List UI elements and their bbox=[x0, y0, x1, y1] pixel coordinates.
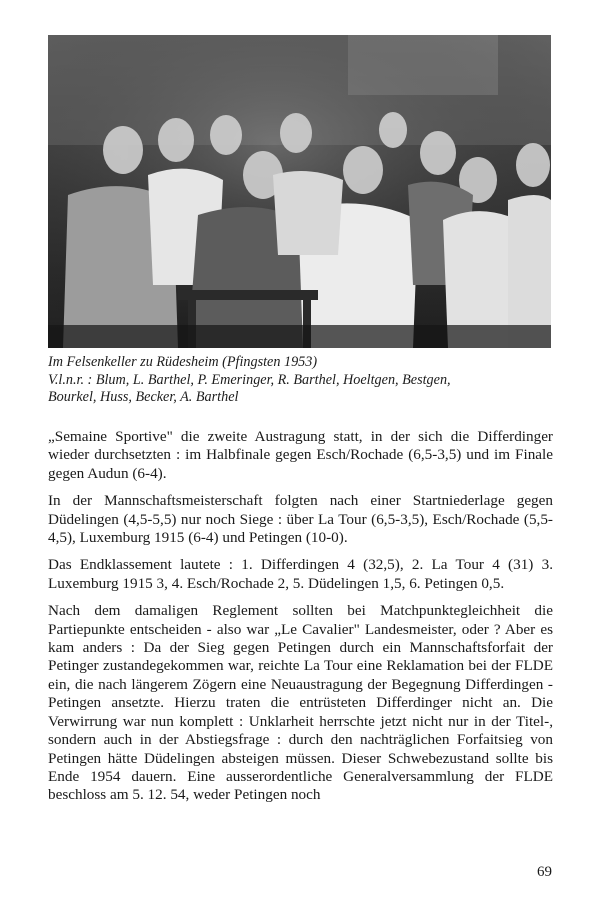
body-text bbox=[48, 428, 553, 814]
paragraph: Nach dem damaligen Reglement sollten bei Matchpunktegleichheit die Partiepunkte entscheiden - also war „Le Cavalier" Landesmeister, oder ? Aber es kam anders : Da der Sieg gegen Petingen durch ein Mannschaftsforfait der Petinger zustandegekommen war, reichte La Tour eine Reklamation bei der FLDE ein, die nach längerem Zögern eine Neuaustragung der Begegnung Differdingen - Petingen ansetzte. Hierzu traten die entrüsteten Differdinger nicht an. Die Verwirrung war nun komplett : Unklarheit herrschte jetzt nicht nur in der Titel-, sondern auch in der Abstiegsfrage : durch den nachträglichen Forfaitsieg von Petingen hätte Düdelingen absteigen müssen. Dieser Schwebezustand sollte bis Ende 1954 dauern. Eine ausserordentliche Generalversammlung der FLDE beschloss am 5. 12. 54, weder Petingen noch bbox=[48, 602, 553, 804]
paragraph: „Semaine Sportive" die zweite Austragung statt, in der sich die Differdinger wieder durchsetzten : im Halbfinale gegen Esch/Rochade (6,5-3,5) und im Finale gegen Audun (6-4). bbox=[48, 428, 553, 482]
paragraph: Das Endklassement lautete : 1. Differdingen 4 (32,5), 2. La Tour 4 (31) 3. Luxemburg 1915 3, 4. Esch/Rochade 2, 5. Düdelingen 1,5, 6. Petingen 0,5. bbox=[48, 556, 553, 592]
photo-caption bbox=[48, 354, 558, 407]
photo-illustration bbox=[48, 35, 551, 348]
caption-names-line: Bourkel, Huss, Becker, A. Barthel bbox=[48, 389, 239, 405]
caption-title: Im Felsenkeller zu Rüdesheim (Pfingsten 1953) bbox=[48, 354, 318, 370]
caption-names-line: V.l.n.r. : Blum, L. Barthel, P. Emeringer, R. Barthel, Hoeltgen, Bestgen, bbox=[48, 371, 451, 388]
group-photo bbox=[48, 35, 551, 348]
paragraph: In der Mannschaftsmeisterschaft folgten nach einer Startniederlage gegen Düdelingen (4,5-5,5) nur noch Siege : über La Tour (6,5-3,5), Esch/Rochade (5,5-4,5), Luxemburg 1915 (6-4) und Petingen (10-0). bbox=[48, 492, 553, 547]
page-number: 69 bbox=[537, 864, 552, 880]
